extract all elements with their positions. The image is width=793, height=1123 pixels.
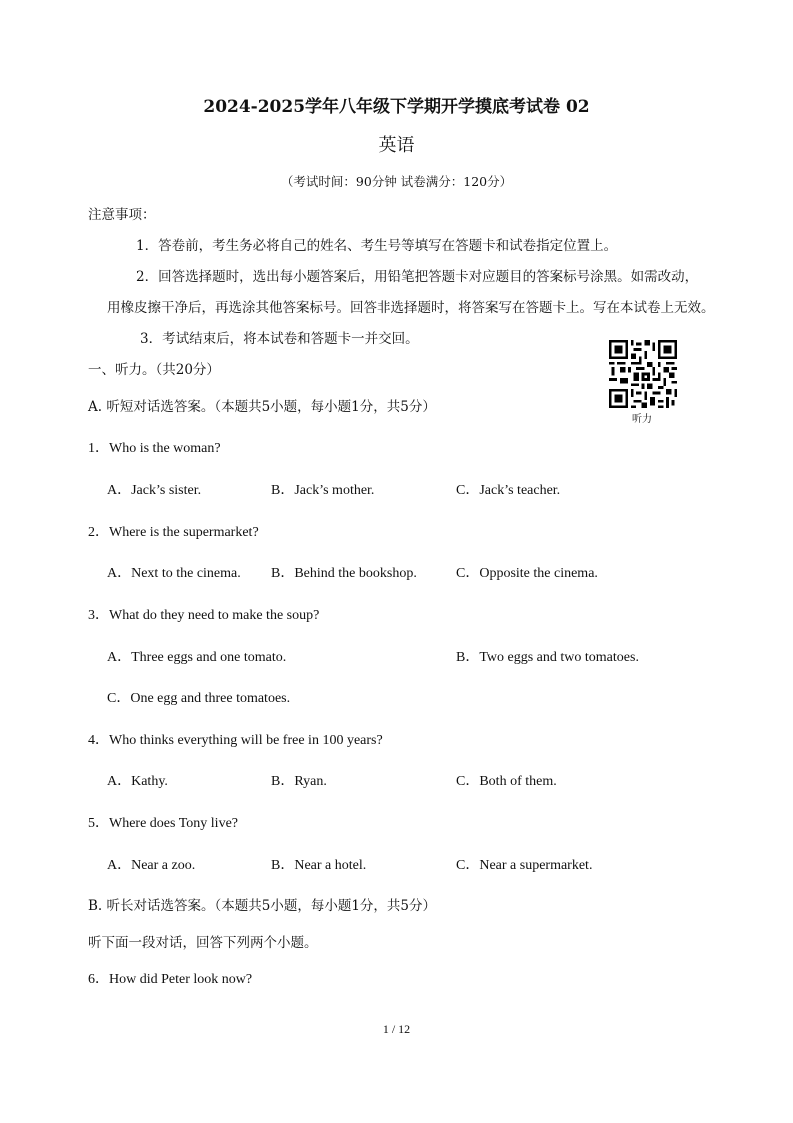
- q4-option-b[interactable]: B．Ryan.: [271, 774, 327, 789]
- notes-heading: 注意事项：: [88, 207, 156, 223]
- q2-option-b[interactable]: B．Behind the bookshop.: [271, 566, 417, 581]
- q5-option-a[interactable]: A．Near a zoo.: [107, 858, 196, 873]
- q2-option-a[interactable]: A．Next to the cinema.: [107, 566, 241, 581]
- section-listening-heading: 一、听力。（共20分）: [88, 362, 220, 378]
- question-2: 2．Where is the supermarket?: [88, 525, 259, 540]
- question-6: 6．How did Peter look now?: [88, 972, 253, 987]
- q1-option-b[interactable]: B．Jack’s mother.: [271, 483, 375, 498]
- q4-option-c[interactable]: C．Both of them.: [456, 774, 557, 789]
- note-item-2-cont: 用橡皮擦干净后，再选涂其他答案标号。回答非选择题时，将答案写在答题卡上。写在本试卷上无效。: [107, 300, 715, 316]
- note-item-2: 2．回答选择题时，选出每小题答案后，用铅笔把答题卡对应题目的答案标号涂黑。如需改动，: [136, 269, 699, 285]
- qr-label: 听力: [632, 414, 652, 425]
- q5-option-c[interactable]: C．Near a supermarket.: [456, 858, 593, 873]
- note-item-1: 1．答卷前，考生务必将自己的姓名、考生号等填写在答题卡和试卷指定位置上。: [136, 238, 618, 254]
- q3-option-c[interactable]: C．One egg and three tomatoes.: [107, 691, 291, 706]
- q1-option-c[interactable]: C．Jack’s teacher.: [456, 483, 561, 498]
- exam-title: 2024-2025学年八年级下学期开学摸底考试卷 02: [203, 97, 590, 117]
- subject-title: 英语: [378, 135, 415, 156]
- page-number: 1 / 12: [382, 1022, 411, 1036]
- q2-option-c[interactable]: C．Opposite the cinema.: [456, 566, 598, 581]
- q5-option-b[interactable]: B．Near a hotel.: [271, 858, 367, 873]
- qr-code-icon[interactable]: [609, 340, 677, 408]
- question-3: 3．What do they need to make the soup?: [88, 608, 320, 623]
- q3-option-b[interactable]: B．Two eggs and two tomatoes.: [456, 650, 639, 665]
- part-b-intro: 听下面一段对话，回答下列两个小题。: [88, 935, 318, 951]
- question-4: 4．Who thinks everything will be free in 100 years?: [88, 733, 383, 748]
- q1-option-a[interactable]: A．Jack’s sister.: [107, 483, 202, 498]
- question-5: 5．Where does Tony live?: [88, 816, 238, 831]
- q4-option-a[interactable]: A．Kathy.: [107, 774, 168, 789]
- q3-option-a[interactable]: A．Three eggs and one tomato.: [107, 650, 287, 665]
- note-item-3: 3．考试结束后，将本试卷和答题卡一并交回。: [140, 331, 419, 347]
- exam-info: （考试时间：90分钟 试卷满分：120分）: [280, 174, 513, 189]
- part-b-heading: B. 听长对话选答案。（本题共5小题，每小题1分，共5分）: [88, 898, 437, 914]
- question-1: 1．Who is the woman?: [88, 441, 221, 456]
- part-a-heading: A. 听短对话选答案。（本题共5小题，每小题1分，共5分）: [88, 399, 436, 415]
